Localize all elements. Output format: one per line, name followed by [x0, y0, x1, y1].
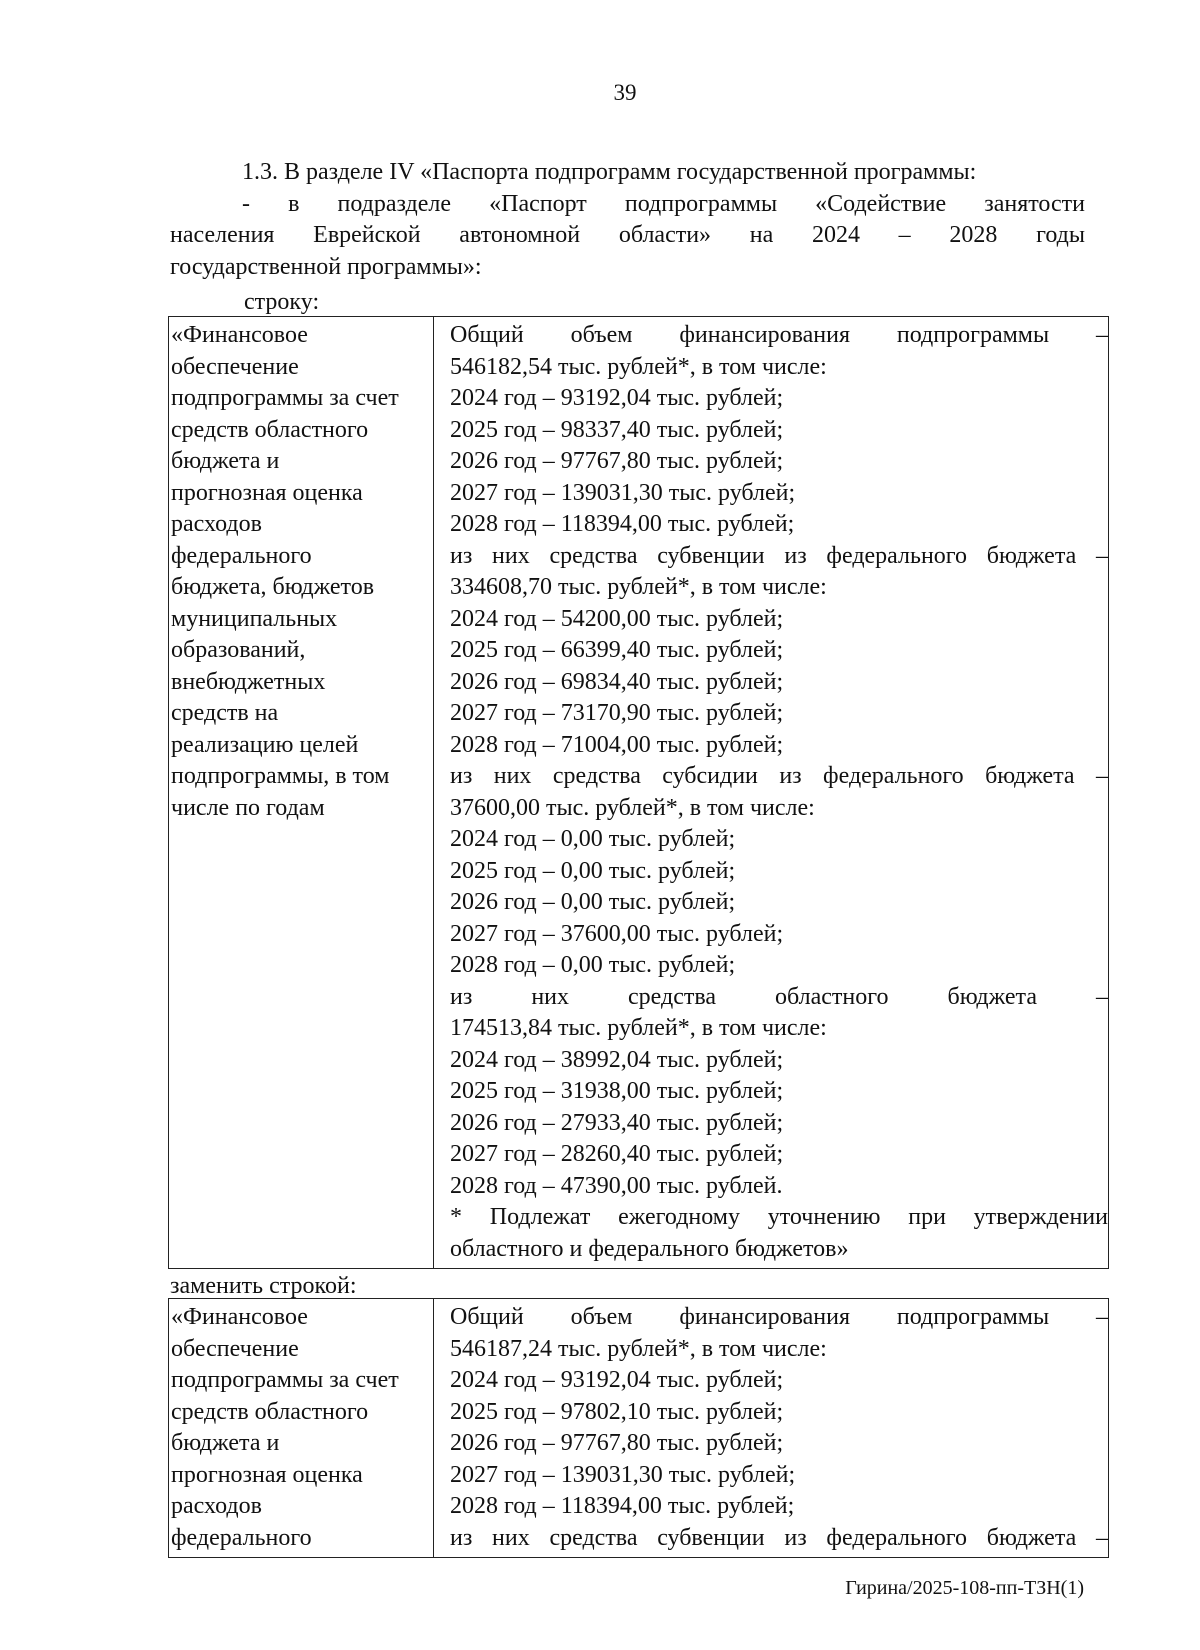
document-footer-code: Гирина/2025-108-пп-ТЗН(1) — [845, 1577, 1084, 1599]
value-line: 2028 год – 118394,00 тыс. рублей; — [450, 1493, 795, 1519]
new-passport-table — [168, 1298, 1109, 1558]
value-line: 2025 год – 31938,00 тыс. рублей; — [450, 1078, 784, 1104]
label-line: расходов — [171, 511, 262, 537]
label-line: внебюджетных — [171, 668, 326, 695]
value-line: 2027 год – 73170,90 тыс. рублей; — [450, 700, 784, 726]
value-line: 2028 год – 0,00 тыс. рублей; — [450, 952, 736, 978]
value-line: 334608,70 тыс. рублей*, в том числе: — [450, 574, 827, 600]
value-line: Общий объем финансирования подпрограммы – — [450, 322, 1108, 348]
label-line: «Финансовое — [171, 1304, 308, 1330]
label-line: муниципальных — [171, 605, 338, 632]
label-line: средств на — [171, 700, 279, 726]
old-passport-table — [168, 316, 1109, 1269]
value-line: 546182,54 тыс. рублей*, в том числе: — [450, 353, 827, 380]
page-number: 39 — [613, 80, 637, 105]
intro-line-2: - в подразделе «Паспорт подпрограммы «Содействие занятости — [242, 190, 1085, 217]
value-line: 2027 год – 139031,30 тыс. рублей; — [450, 479, 796, 506]
value-line: * Подлежат ежегодному уточнению при утверждении — [450, 1204, 1108, 1230]
label-line: федерального — [171, 1524, 312, 1551]
value-line: 2025 год – 66399,40 тыс. рублей; — [450, 637, 784, 663]
value-line: 2026 год – 69834,40 тыс. рублей; — [450, 668, 784, 695]
value-line: 2025 год – 97802,10 тыс. рублей; — [450, 1398, 784, 1425]
label-line: средств областного — [171, 1398, 369, 1425]
value-line: 2028 год – 71004,00 тыс. рублей; — [450, 731, 784, 758]
value-line: 2027 год – 139031,30 тыс. рублей; — [450, 1461, 796, 1488]
value-line: Общий объем финансирования подпрограммы – — [450, 1304, 1108, 1330]
value-line: 2028 год – 118394,00 тыс. рублей; — [450, 511, 795, 537]
value-line: 2026 год – 97767,80 тыс. рублей; — [450, 448, 784, 474]
label-line: средств областного — [171, 416, 369, 443]
value-line: 2027 год – 37600,00 тыс. рублей; — [450, 920, 784, 947]
value-line: 2024 год – 38992,04 тыс. рублей; — [450, 1046, 784, 1073]
label-line: бюджета, бюджетов — [171, 574, 375, 600]
label-line: прогнозная оценка — [171, 1461, 363, 1488]
old-row-value-cell — [434, 317, 1109, 1269]
label-line: расходов — [171, 1493, 262, 1519]
caption-old-row: строку: — [244, 289, 320, 315]
label-line: бюджета и — [171, 1430, 280, 1456]
label-line: подпрограммы за счет — [171, 385, 399, 411]
value-line: 2025 год – 98337,40 тыс. рублей; — [450, 416, 784, 443]
intro-line-4: государственной программы»: — [170, 253, 482, 280]
value-line: 2025 год – 0,00 тыс. рублей; — [450, 857, 736, 884]
label-line: числе по годам — [171, 794, 325, 821]
value-line: 2026 год – 27933,40 тыс. рублей; — [450, 1109, 784, 1136]
label-line: подпрограммы, в том — [171, 763, 390, 789]
value-line: 2024 год – 0,00 тыс. рублей; — [450, 826, 736, 852]
table-row — [169, 1299, 1109, 1558]
label-line: обеспечение — [171, 1335, 299, 1362]
label-line: обеспечение — [171, 353, 299, 380]
value-line: 2026 год – 0,00 тыс. рублей; — [450, 889, 736, 915]
value-line: 546187,24 тыс. рублей*, в том числе: — [450, 1335, 827, 1362]
value-line: 2024 год – 54200,00 тыс. рублей; — [450, 605, 784, 632]
label-line: подпрограммы за счет — [171, 1367, 399, 1393]
label-line: прогнозная оценка — [171, 479, 363, 506]
intro-paragraph — [170, 157, 1085, 283]
value-line: 174513,84 тыс. рублей*, в том числе: — [450, 1015, 827, 1041]
value-line: 2024 год – 93192,04 тыс. рублей; — [450, 1367, 784, 1393]
value-line: областного и федерального бюджетов» — [450, 1235, 849, 1262]
value-line: из них средства областного бюджета – — [450, 983, 1108, 1010]
label-line: бюджета и — [171, 448, 280, 474]
label-line: «Финансовое — [171, 322, 308, 348]
intro-line-3: населения Еврейской автономной области» на 2024 – 2028 годы — [170, 222, 1085, 248]
new-row-label-cell — [169, 1299, 434, 1558]
intro-line-1: 1.3. В разделе IV «Паспорта подпрограмм государственной программы: — [242, 159, 977, 185]
label-line: образований, — [171, 637, 306, 663]
label-line: федерального — [171, 542, 312, 569]
value-line: из них средства субсидии из федерального бюджета – — [450, 763, 1108, 789]
table-row — [169, 317, 1109, 1269]
caption-new-row: заменить строкой: — [170, 1273, 357, 1299]
label-line: реализацию целей — [171, 731, 359, 758]
value-line: 2028 год – 47390,00 тыс. рублей. — [450, 1172, 783, 1199]
old-row-label-cell — [169, 317, 434, 1269]
value-line: из них средства субвенции из федерального бюджета – — [450, 542, 1108, 569]
value-line: 2027 год – 28260,40 тыс. рублей; — [450, 1141, 784, 1167]
value-line: 37600,00 тыс. рублей*, в том числе: — [450, 794, 815, 821]
value-line: 2024 год – 93192,04 тыс. рублей; — [450, 385, 784, 411]
value-line: 2026 год – 97767,80 тыс. рублей; — [450, 1430, 784, 1456]
value-line: из них средства субвенции из федерального бюджета – — [450, 1524, 1108, 1551]
new-row-value-cell — [434, 1299, 1109, 1558]
